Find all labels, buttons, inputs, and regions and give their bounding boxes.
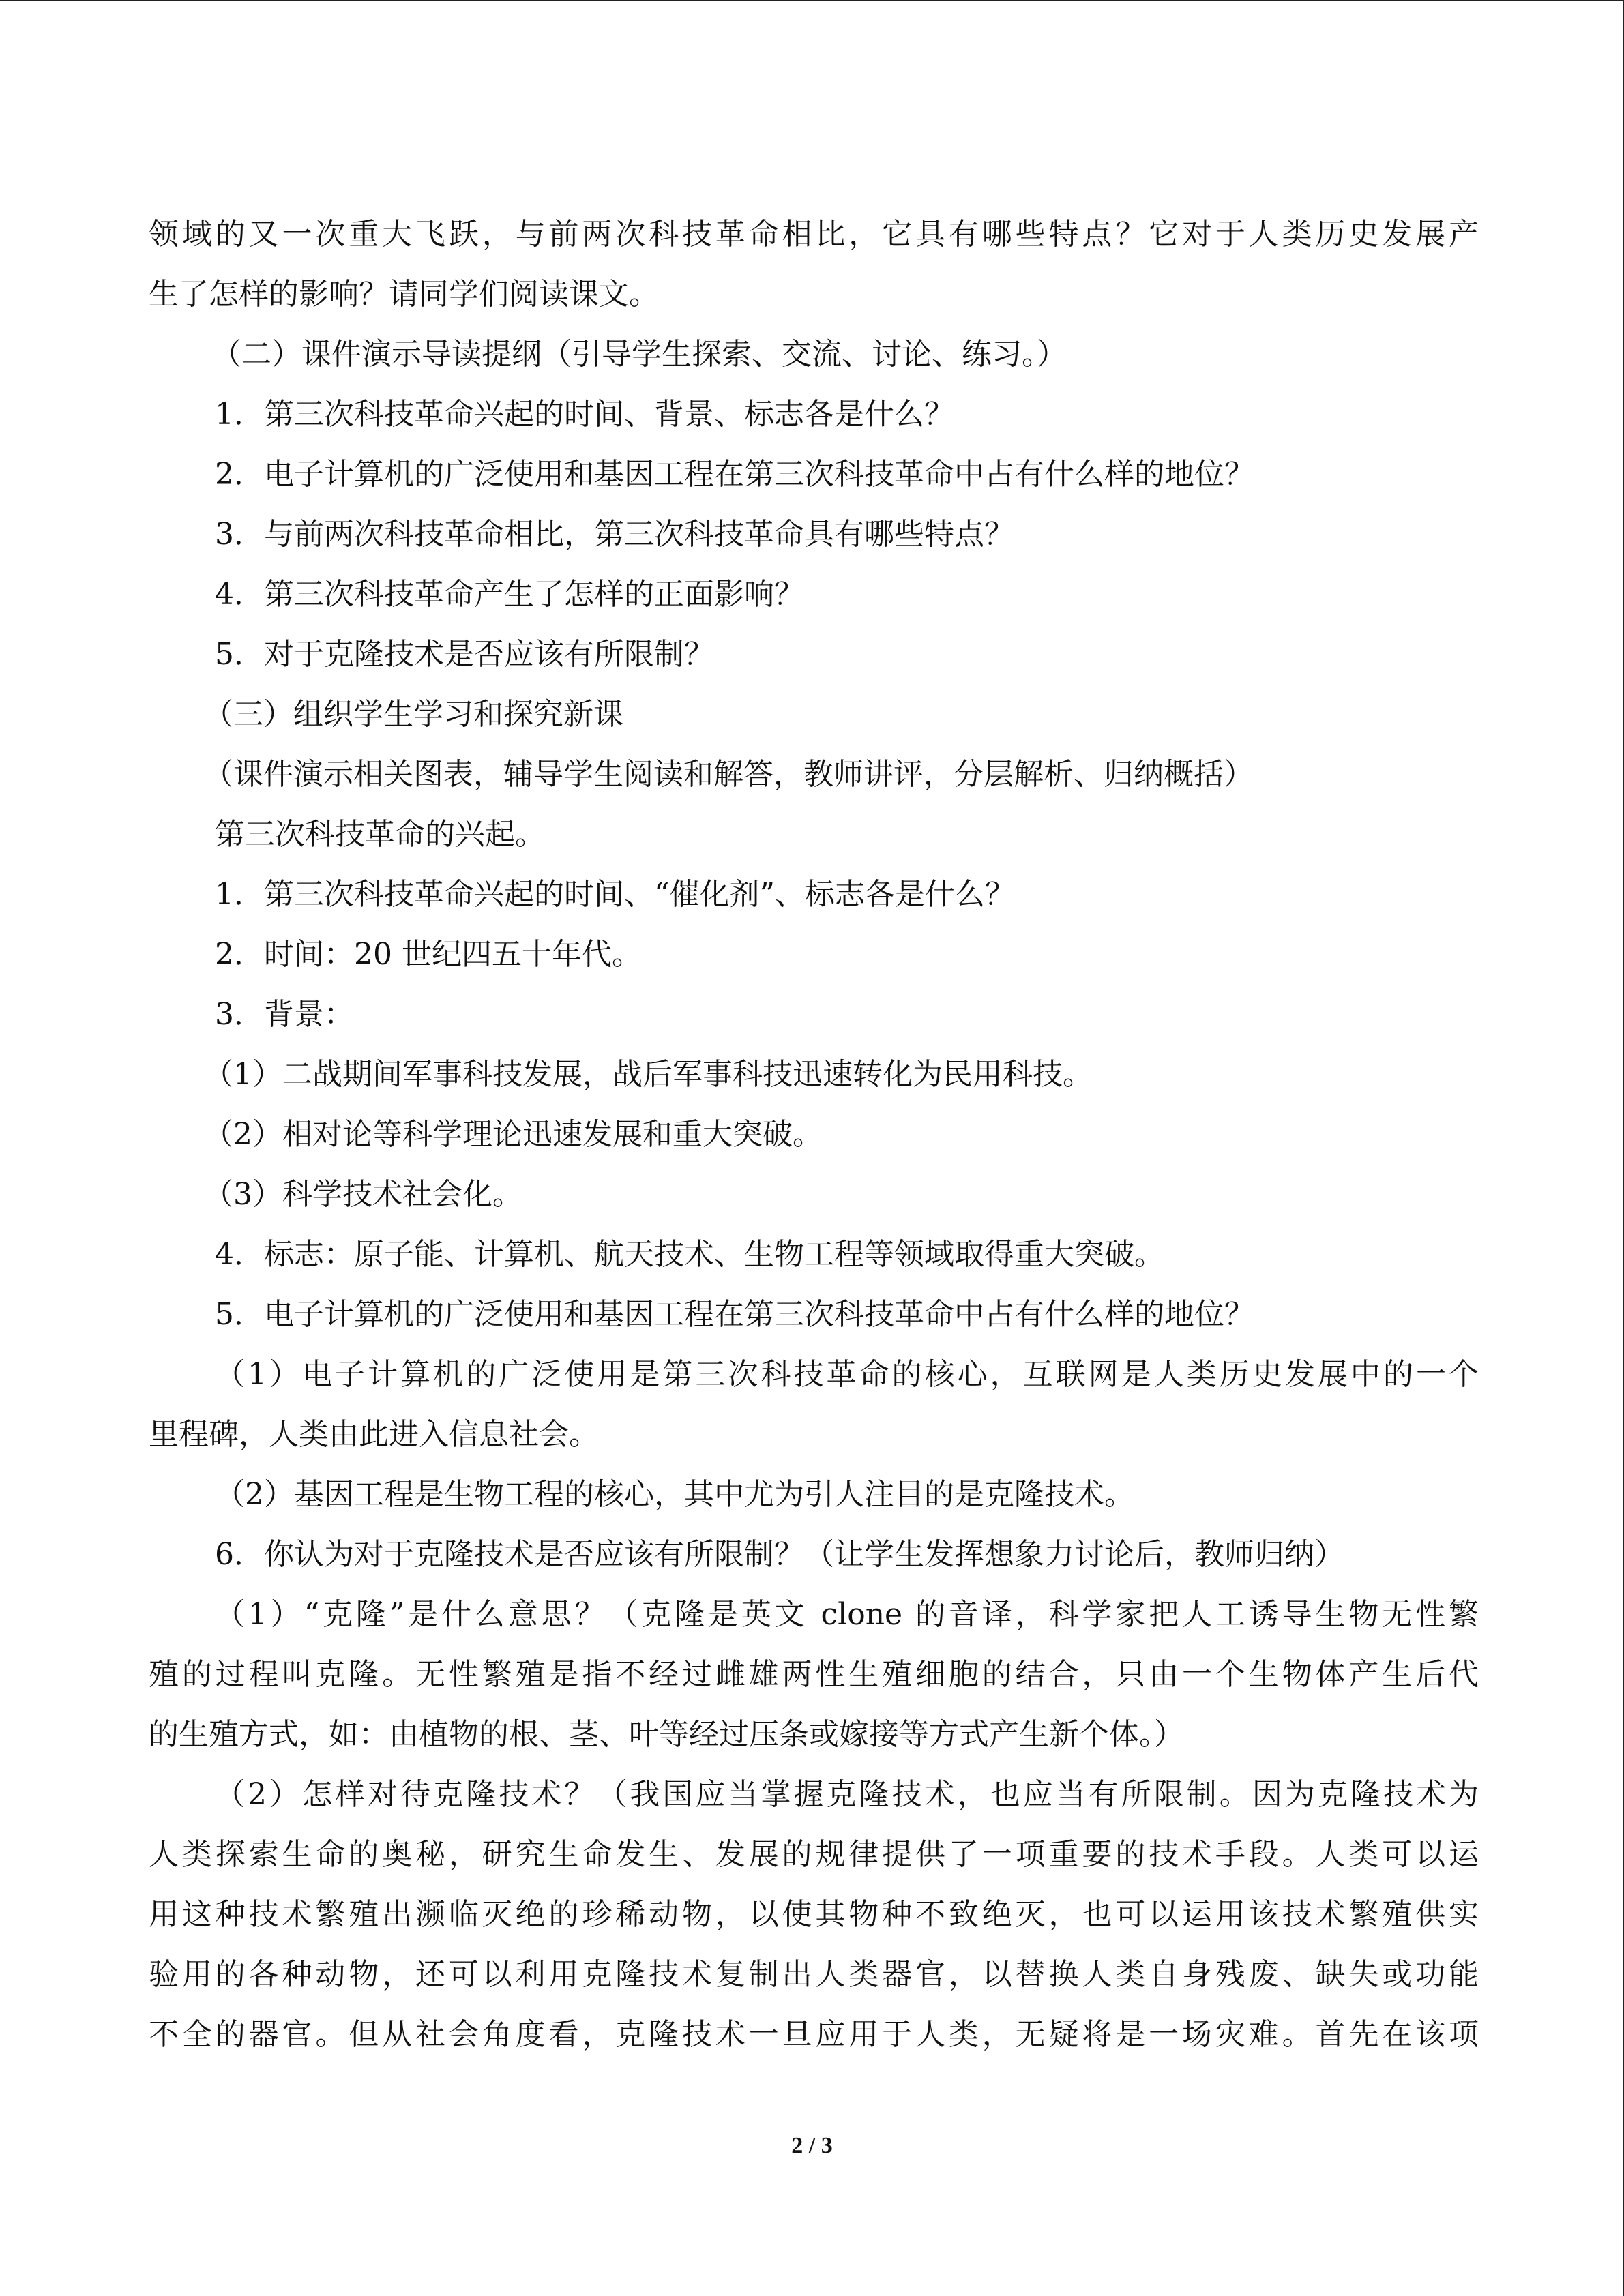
paragraph-line: 用这种技术繁殖出濒临灭绝的珍稀动物，以使其物种不致绝灭，也可以运用该技术繁殖供实: [149, 1897, 1479, 1932]
list-item: 4．第三次科技革命产生了怎样的正面影响？: [215, 577, 804, 612]
paragraph-line: （2）怎样对待克隆技术？（我国应当掌握克隆技术，也应当有所限制。因为克隆技术为: [215, 1777, 1479, 1812]
list-item: 1．第三次科技革命兴起的时间、“催化剂”、标志各是什么？: [215, 877, 1015, 912]
list-item: 5．电子计算机的广泛使用和基因工程在第三次科技革命中占有什么样的地位？: [215, 1297, 1254, 1332]
paragraph-line: 里程碑，人类由此进入信息社会。: [149, 1417, 599, 1452]
paragraph-line: （课件演示相关图表，辅导学生阅读和解答，教师讲评，分层解析、归纳概括）: [203, 757, 1254, 792]
paragraph-line: 验用的各种动物，还可以利用克隆技术复制出人类器官，以替换人类自身残废、缺失或功能: [149, 1957, 1479, 1992]
section-heading: （二）课件演示导读提纲（引导学生探索、交流、讨论、练习。）: [211, 337, 1067, 372]
paragraph-line: （1）“克隆”是什么意思？（克隆是英文 clone 的音译，科学家把人工诱导生物无性繁: [215, 1597, 1479, 1632]
list-item: 3．与前两次科技革命相比，第三次科技革命具有哪些特点？: [215, 517, 1014, 552]
paragraph-line: 不全的器官。但从社会角度看，克隆技术一旦应用于人类，无疑将是一场灾难。首先在该项: [149, 2017, 1479, 2052]
paragraph-line: 领域的又一次重大飞跃，与前两次科技革命相比，它具有哪些特点？它对于人类历史发展产: [149, 217, 1479, 252]
list-item: （3）科学技术社会化。: [203, 1177, 522, 1212]
paragraph-line: 人类探索生命的奥秘，研究生命发生、发展的规律提供了一项重要的技术手段。人类可以运: [149, 1837, 1479, 1872]
page-number: 2 / 3: [791, 2133, 833, 2158]
list-item: 6．你认为对于克隆技术是否应该有所限制？（让学生发挥想象力讨论后，教师归纳）: [215, 1537, 1344, 1572]
list-item: 3．背景：: [215, 997, 354, 1032]
list-item: 5．对于克隆技术是否应该有所限制？: [215, 637, 714, 672]
section-heading: （三）组织学生学习和探究新课: [203, 697, 623, 732]
list-item: 1．第三次科技革命兴起的时间、背景、标志各是什么？: [215, 397, 954, 432]
list-item: 2．时间：20 世纪四五十年代。: [215, 937, 642, 972]
paragraph-line: 第三次科技革命的兴起。: [215, 817, 545, 852]
paragraph-line: （1）电子计算机的广泛使用是第三次科技革命的核心，互联网是人类历史发展中的一个: [215, 1357, 1479, 1392]
list-item: （1）二战期间军事科技发展，战后军事科技迅速转化为民用科技。: [203, 1057, 1093, 1092]
document-body: [149, 205, 1479, 2065]
paragraph-line: 生了怎样的影响？请同学们阅读课文。: [149, 277, 659, 312]
list-item: 2．电子计算机的广泛使用和基因工程在第三次科技革命中占有什么样的地位？: [215, 457, 1254, 492]
paragraph-line: （2）基因工程是生物工程的核心，其中尤为引人注目的是克隆技术。: [215, 1477, 1134, 1512]
list-item: （2）相对论等科学理论迅速发展和重大突破。: [203, 1117, 823, 1152]
paragraph-line: 的生殖方式，如：由植物的根、茎、叶等经过压条或嫁接等方式产生新个体。）: [149, 1717, 1184, 1752]
list-item: 4．标志：原子能、计算机、航天技术、生物工程等领域取得重大突破。: [215, 1237, 1164, 1272]
paragraph-line: 殖的过程叫克隆。无性繁殖是指不经过雌雄两性生殖细胞的结合，只由一个生物体产生后代: [149, 1657, 1479, 1692]
